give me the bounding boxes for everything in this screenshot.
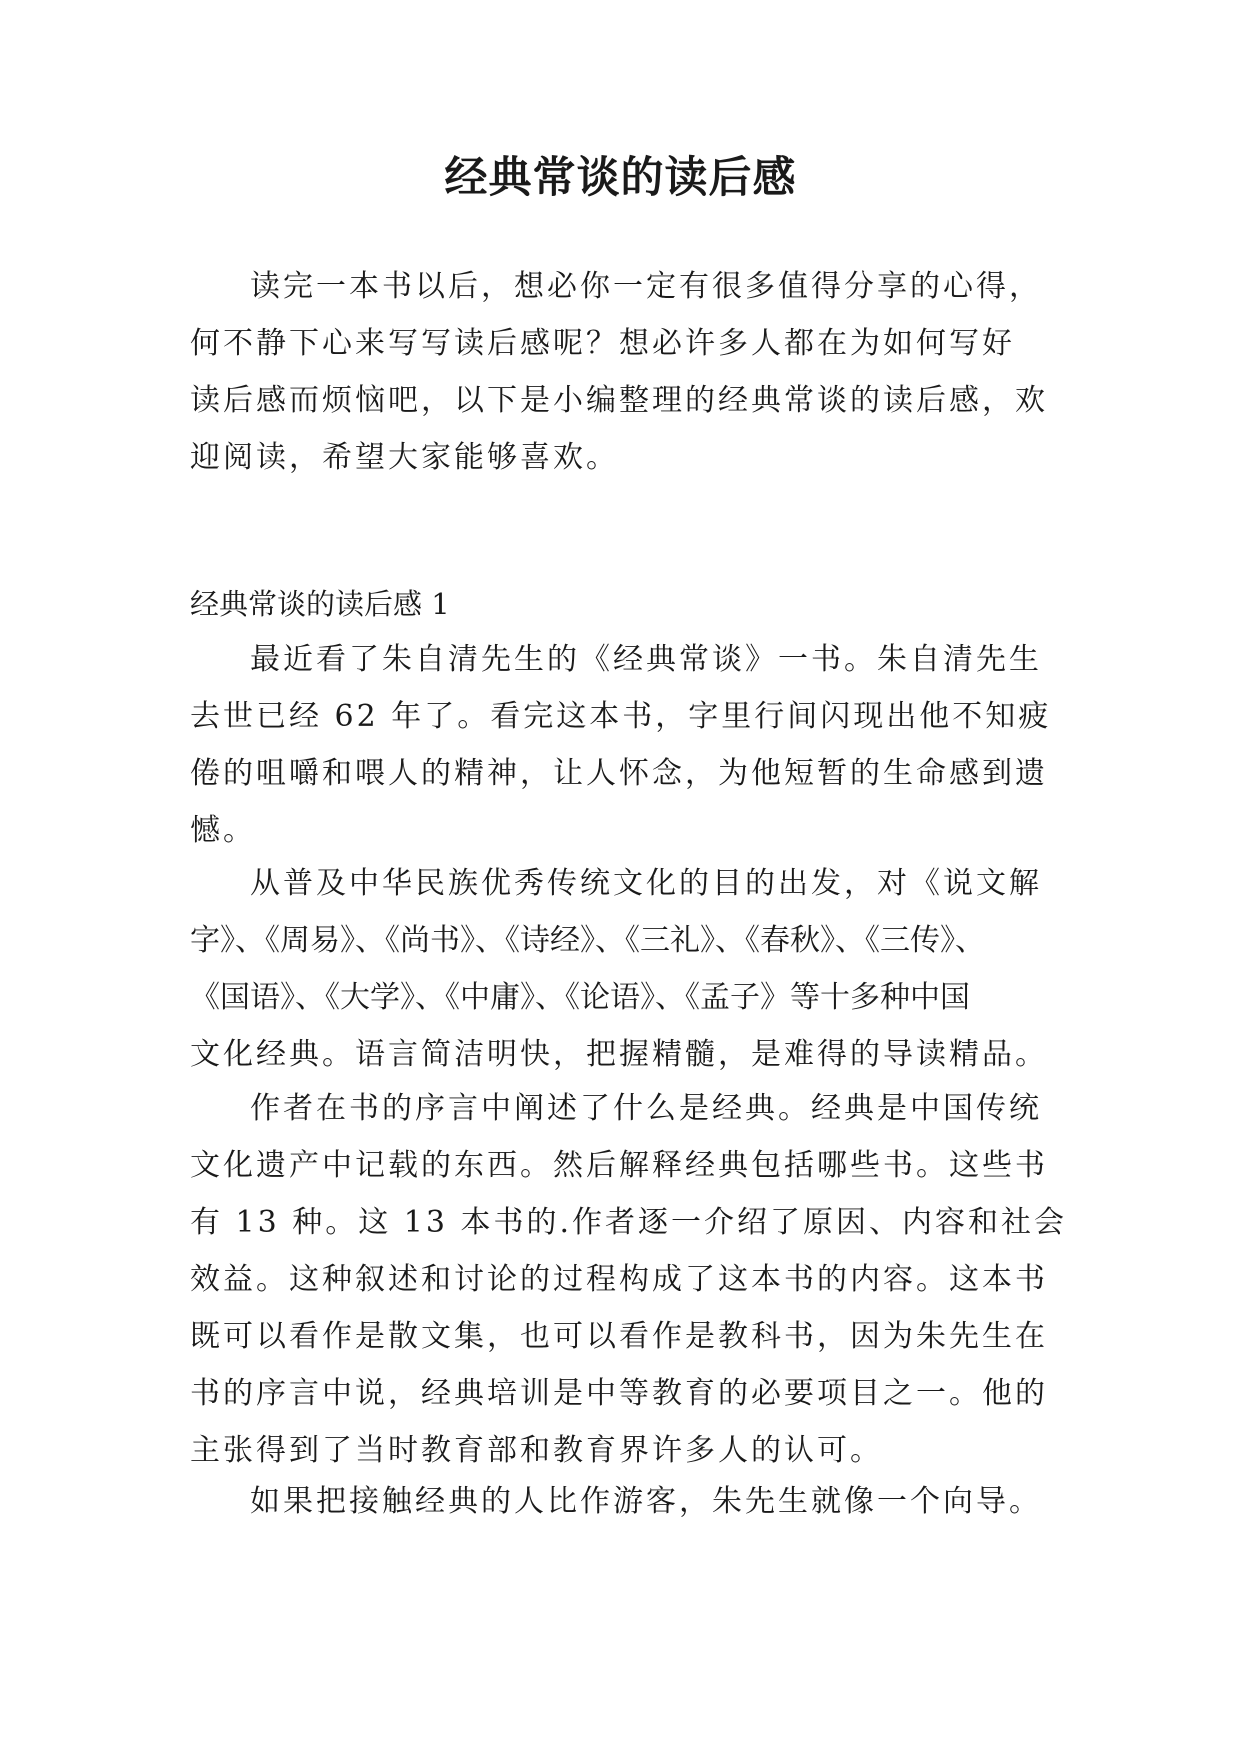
text-line: 既可以看作是散文集，也可以看作是教科书，因为朱先生在 xyxy=(190,1319,1048,1354)
text-line: 迎阅读，希望大家能够喜欢。 xyxy=(190,440,619,475)
intro-paragraph xyxy=(190,268,1070,477)
document-title: 经典常谈的读后感 xyxy=(444,153,797,203)
text-line: 文化经典。语言简洁明快，把握精髓，是难得的导读精品。 xyxy=(190,1037,1048,1072)
body-paragraph xyxy=(190,1090,1070,1470)
text-line: 最近看了朱自清先生的《经典常谈》一书。朱自清先生 xyxy=(250,642,1042,677)
text-line: 书的序言中说，经典培训是中等教育的必要项目之一。他的 xyxy=(190,1376,1048,1411)
text-line: 憾。 xyxy=(190,813,256,848)
body-paragraph xyxy=(190,865,1070,1074)
text-line: 如果把接触经典的人比作游客，朱先生就像一个向导。 xyxy=(250,1484,1042,1519)
text-line: 有 13 种。这 13 本书的.作者逐一介绍了原因、内容和社会 xyxy=(190,1205,1068,1240)
text-line: 主张得到了当时教育部和教育界许多人的认可。 xyxy=(190,1433,883,1468)
body-paragraph xyxy=(190,1483,1070,1521)
body-paragraph xyxy=(190,641,1070,850)
text-line: 文化遗产中记载的东西。然后解释经典包括哪些书。这些书 xyxy=(190,1148,1048,1183)
text-line: 字》、《周易》、《尚书》、《诗经》、《三礼》、《春秋》、《三传》、 xyxy=(190,923,985,958)
text-line: 作者在书的序言中阐述了什么是经典。经典是中国传统 xyxy=(250,1091,1042,1126)
text-line: 何不静下心来写写读后感呢？想必许多人都在为如何写好 xyxy=(190,326,1015,361)
text-line: 读完一本书以后，想必你一定有很多值得分享的心得， xyxy=(250,269,1042,304)
text-line: 效益。这种叙述和讨论的过程构成了这本书的内容。这本书 xyxy=(190,1262,1048,1297)
section-heading: 经典常谈的读后感 1 xyxy=(190,587,450,621)
text-line: 读后感而烦恼吧，以下是小编整理的经典常谈的读后感，欢 xyxy=(190,383,1048,418)
text-line: 从普及中华民族优秀传统文化的目的出发，对《说文解 xyxy=(250,866,1042,901)
text-line: 倦的咀嚼和喂人的精神，让人怀念，为他短暂的生命感到遗 xyxy=(190,756,1048,791)
text-line: 《国语》、《大学》、《中庸》、《论语》、《孟子》等十多种中国 xyxy=(190,980,970,1015)
text-line: 去世已经 62 年了。看完这本书，字里行间闪现出他不知疲 xyxy=(190,699,1052,734)
